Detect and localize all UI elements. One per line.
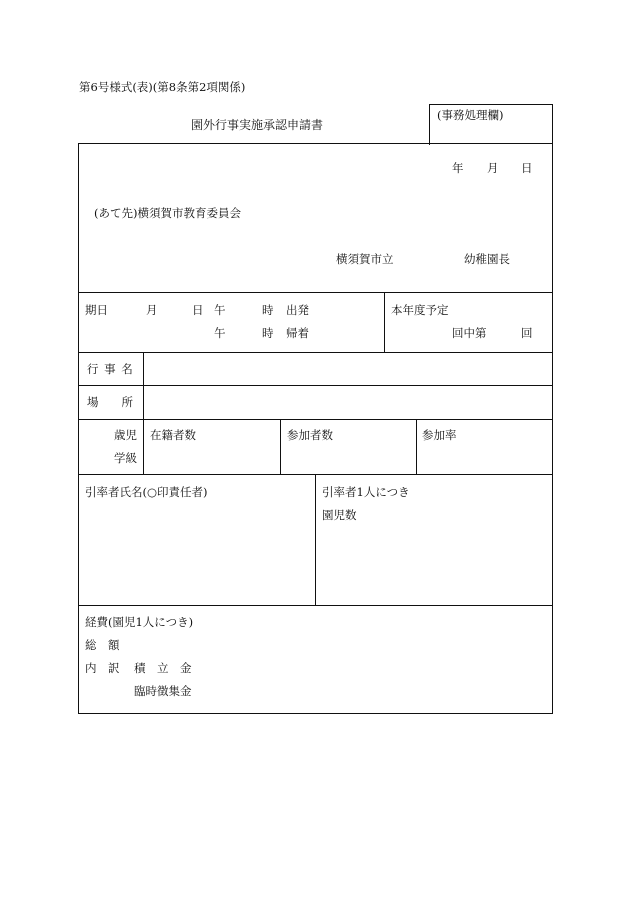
expenses-breakdown: 内 訳 (85, 661, 120, 675)
date-day: 日 (521, 161, 533, 175)
schedule-hour-return: 時 (262, 326, 274, 340)
participants-label: 参加者数 (287, 428, 333, 442)
schedule-depart: 出発 (286, 303, 309, 317)
expenses-temporary: 臨時徴集金 (134, 684, 192, 698)
addressee: (あて先)横須賀市教育委員会 (94, 206, 241, 220)
schedule-hour-depart: 時 (262, 303, 274, 317)
divider-enrolled-participants (280, 419, 281, 474)
schedule-noon-return: 午 (214, 326, 226, 340)
divider-participants-rate (416, 419, 417, 474)
form-title: 園外行事実施承認申請書 (191, 118, 324, 132)
form-number: 第6号様式(表)(第8条第2項関係) (79, 80, 246, 94)
per-leader-label: 引率者1人につき (322, 485, 410, 499)
schedule-day: 日 (192, 303, 204, 317)
schedule-return: 帰着 (286, 326, 309, 340)
schedule-noon-depart: 午 (214, 303, 226, 317)
rate-label: 参加率 (422, 428, 457, 442)
applicant-school: 横須賀市立 (336, 252, 394, 266)
schedule-month: 月 (146, 303, 158, 317)
enrolled-label: 在籍者数 (150, 428, 196, 442)
expenses-label: 経費(園児1人につき) (85, 615, 194, 629)
divider-label-column (143, 352, 144, 474)
divider-leaders (315, 474, 316, 605)
leader-names-label: 引率者氏名(○印責任者) (85, 485, 208, 499)
divider-event-name (79, 385, 553, 386)
office-use-label: (事務処理欄) (437, 108, 504, 122)
event-name-label: 行 事 名 (87, 362, 134, 376)
schedule-label: 期日 (85, 303, 108, 317)
divider-schedule-plan (384, 292, 385, 352)
class-label: 学級 (114, 451, 137, 465)
divider-section1 (79, 292, 553, 293)
divider-place (79, 419, 553, 420)
plan-count: 回中第 (452, 326, 487, 340)
expenses-total: 総 額 (85, 638, 120, 652)
plan-unit: 回 (521, 326, 533, 340)
plan-label: 本年度予定 (391, 303, 449, 317)
children-count-label: 園児数 (322, 508, 357, 522)
date-month: 月 (487, 161, 499, 175)
divider-section4 (79, 474, 553, 475)
applicant-principal: 幼稚園長 (464, 252, 510, 266)
age-label: 歳児 (114, 428, 137, 442)
divider-section2 (79, 352, 553, 353)
place-label: 場 所 (87, 395, 133, 409)
expenses-savings: 積 立 金 (134, 661, 192, 675)
divider-section5 (79, 605, 553, 606)
date-year: 年 (452, 161, 464, 175)
